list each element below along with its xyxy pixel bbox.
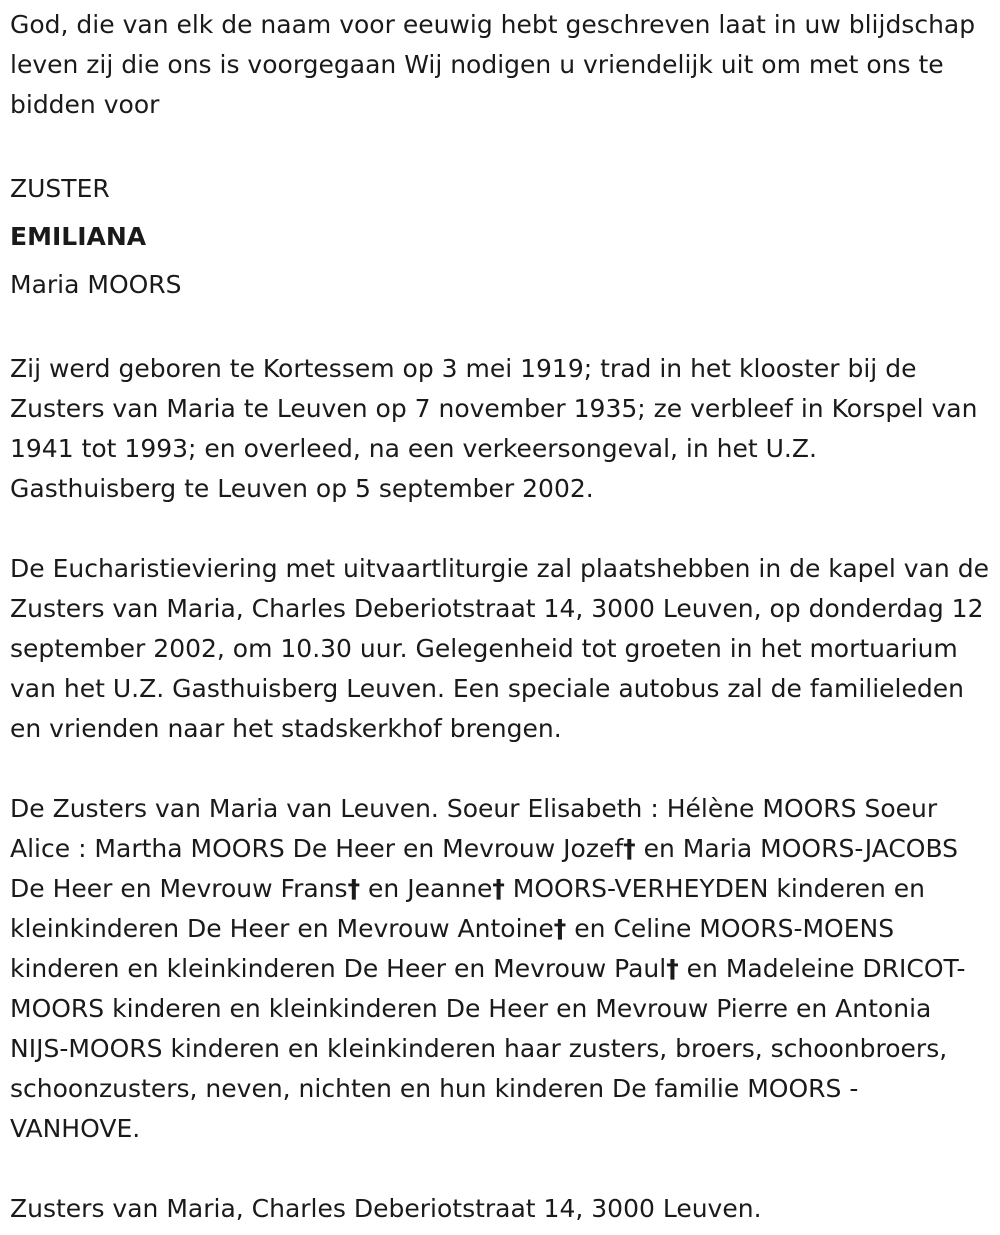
deceased-religious-name: EMILIANA (10, 222, 147, 251)
cross-icon: † (623, 834, 636, 863)
spacer (10, 125, 990, 165)
mourners-text: en Madeleine DRICOT-MOORS kinderen en kleinkinderen De Heer en Mevrouw Pierre en Antonia NIJS-MOORS kinderen en kleinkinderen haar zusters, broers, schoonbroers, schoonzusters, neven, nichten en hun kinderen De familie MOORS - VANHOVE. (10, 954, 966, 1143)
deceased-civil-name: Maria MOORS (10, 270, 182, 299)
mourners-paragraph (10, 789, 990, 1149)
spacer (10, 309, 990, 349)
mourners-text: De Zusters van Maria van Leuven. Soeur Elisabeth : Hélène MOORS Soeur Alice : Martha MOORS De Heer en Mevrouw Jozef (10, 794, 938, 863)
funeral-paragraph: De Eucharistieviering met uitvaartliturgie zal plaatshebben in de kapel van de Zusters van Maria, Charles Deberiotstraat 14, 3000 Leuven, op donderdag 12 september 2002, om 10.30 uur. Gelegenheid tot groeten in het mortuarium van het U.Z. Gasthuisberg Leuven. Een speciale autobus zal de familieleden en vrienden naar het stadskerkhof brengen. (10, 554, 989, 743)
spacer (10, 749, 990, 789)
mourners-text: en Jeanne (360, 874, 493, 903)
spacer (10, 509, 990, 549)
deceased-title: ZUSTER (10, 174, 110, 203)
spacer (10, 1149, 990, 1189)
cross-icon: † (666, 954, 679, 983)
mourners-text: en Maria MOORS-JACOBS De Heer en Mevrouw Frans (10, 834, 959, 903)
address-line: Zusters van Maria, Charles Deberiotstraat 14, 3000 Leuven. (10, 1194, 762, 1223)
cross-icon: † (553, 914, 567, 943)
cross-icon: † (347, 874, 361, 903)
biography-paragraph: Zij werd geboren te Kortessem op 3 mei 1919; trad in het klooster bij de Zusters van Maria te Leuven op 7 november 1935; ze verbleef in Korspel van 1941 tot 1993; en overleed, na een verkeersongeval, in het U.Z. Gasthuisberg te Leuven op 5 september 2002. (10, 354, 978, 503)
cross-icon: † (492, 874, 505, 903)
mourners-text: MOORS-VERHEYDEN kinderen en kleinkinderen De Heer en Mevrouw Antoine (10, 874, 925, 943)
mourners-text: en Celine MOORS-MOENS kinderen en kleinkinderen De Heer en Mevrouw Paul (10, 914, 895, 983)
intro-paragraph: God, die van elk de naam voor eeuwig hebt geschreven laat in uw blijdschap leven zij die ons is voorgegaan Wij nodigen u vriendelijk uit om met ons te bidden voor (10, 10, 976, 119)
